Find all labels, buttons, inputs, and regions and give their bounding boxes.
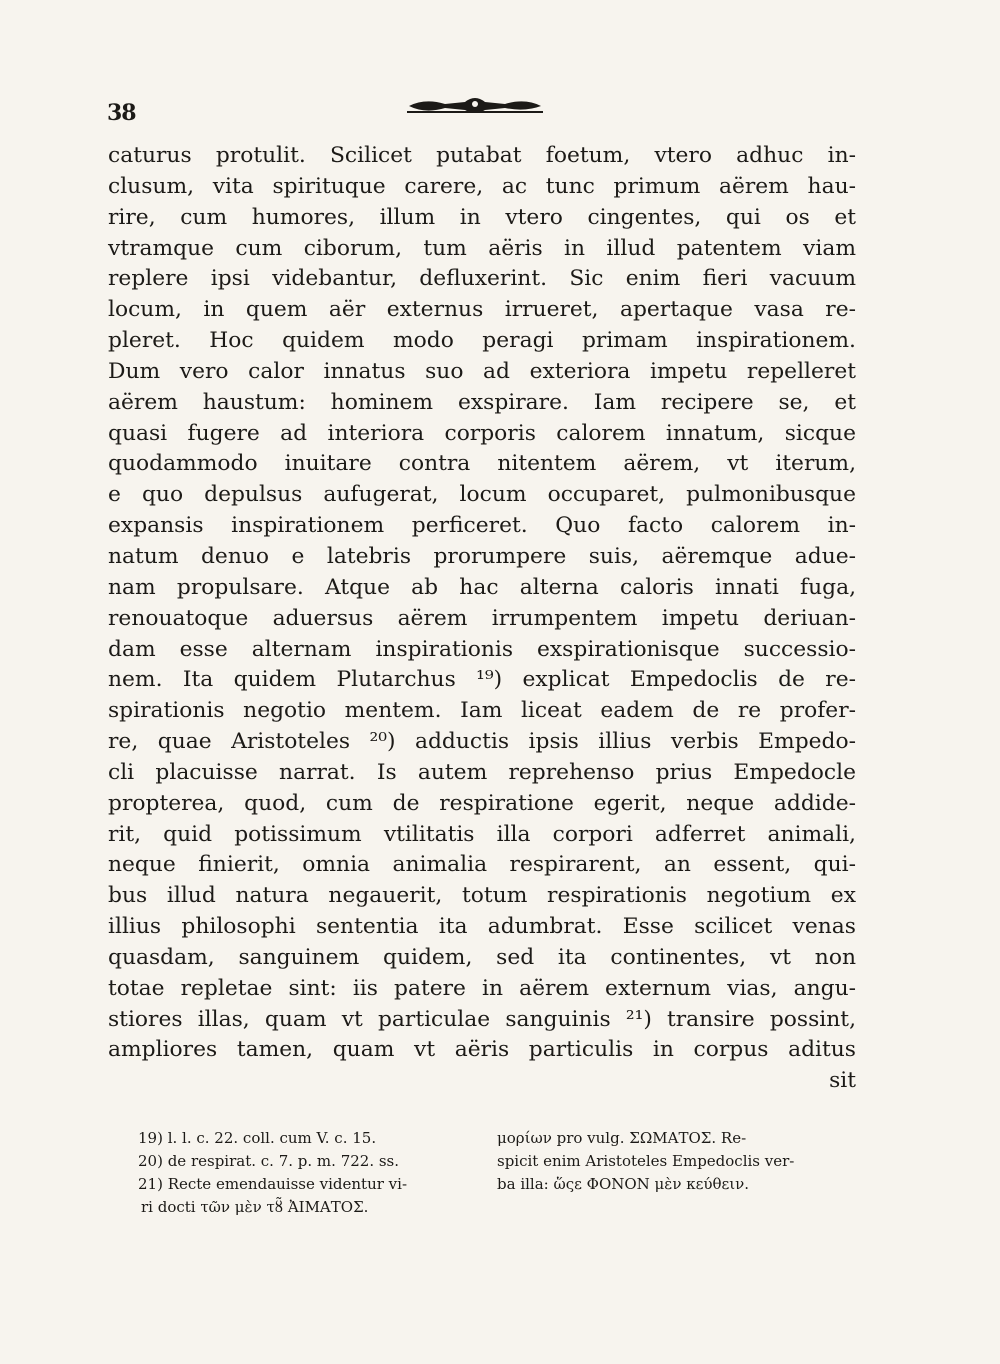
footnotes-right-column <box>497 1127 872 1196</box>
text-line: e quo depulsus aufugerat, locum occuparet, pulmonibusque <box>108 482 856 508</box>
ornament-icon <box>405 90 545 120</box>
page-number: 38 <box>107 100 136 126</box>
text-line: nam propulsare. Atque ab hac alterna caloris innati fuga, <box>108 574 856 600</box>
text-line: expansis inspirationem perficeret. Quo facto calorem in- <box>108 513 856 539</box>
text-line: quasdam, sanguinem quidem, sed ita continentes, vt non <box>108 944 856 970</box>
footnote-line: ba illa: ὥςε ΦΟΝΟΝ μὲν κεύθειν. <box>497 1175 750 1193</box>
text-line: renouatoque aduersus aërem irrumpentem impetu deriuan- <box>108 605 856 631</box>
text-line: cli placuisse narrat. Is autem reprehenso prius Empedocle <box>108 759 856 785</box>
text-line: quasi fugere ad interiora corporis calorem innatum, sicque <box>108 420 856 446</box>
text-line: vtramque cum ciborum, tum aëris in illud patentem viam <box>108 235 856 261</box>
text-line: clusum, vita spirituque carere, ac tunc primum aërem hau- <box>108 173 856 199</box>
footnote-line: 21) Recte emendauisse videntur vi- <box>138 1175 408 1193</box>
text-line: replere ipsi videbantur, defluxerint. Sic enim fieri vacuum <box>108 266 856 292</box>
text-line: nem. Ita quidem Plutarchus ¹⁹) explicat Empedoclis de re- <box>108 667 856 693</box>
footnote-line: 19) l. l. c. 22. coll. cum V. c. 15. <box>138 1129 377 1147</box>
text-line: stiores illas, quam vt particulae sanguinis ²¹) transire possint, <box>108 1006 856 1032</box>
text-line: re, quae Aristoteles ²⁰) adductis ipsis illius verbis Empedo- <box>108 729 856 755</box>
text-line: dam esse alternam inspirationis exspirationisque successio- <box>108 636 856 662</box>
footnotes-left-column <box>138 1127 483 1219</box>
text-line: Dum vero calor innatus suo ad exteriora impetu repelleret <box>108 358 856 384</box>
footnote-line: ri docti τῶν μὲν τȣ̃ ἈΙΜΑΤΟΣ. <box>141 1198 369 1216</box>
footnote-line: μορίων pro vulg. ΣΩΜΑΤΟΣ. Re- <box>497 1129 747 1147</box>
text-line: rit, quid potissimum vtilitatis illa corpori adferret animali, <box>108 821 856 847</box>
text-line: sit <box>829 1068 856 1094</box>
text-line: bus illud natura negauerit, totum respirationis negotium ex <box>108 883 856 909</box>
text-line: propterea, quod, cum de respiratione egerit, neque addide- <box>108 790 856 816</box>
text-line: illius philosophi sententia ita adumbrat. Esse scilicet venas <box>108 914 856 940</box>
text-line: pleret. Hoc quidem modo peragi primam inspirationem. <box>108 328 856 354</box>
text-line: rire, cum humores, illum in vtero cingentes, qui os et <box>108 204 856 230</box>
footnote-line: 20) de respirat. c. 7. p. m. 722. ss. <box>138 1152 400 1170</box>
text-line: natum denuo e latebris prorumpere suis, aëremque adue- <box>108 543 856 569</box>
text-line: caturus protulit. Scilicet putabat foetum, vtero adhuc in- <box>108 143 856 168</box>
text-line: spirationis negotio mentem. Iam liceat eadem de re profer- <box>108 698 856 724</box>
text-line: ampliores tamen, quam vt aëris particulis in corpus aditus <box>108 1037 856 1063</box>
text-line: neque finierit, omnia animalia respirarent, an essent, qui- <box>108 852 856 878</box>
footnote-line: spicit enim Aristoteles Empedoclis ver- <box>497 1152 795 1170</box>
main-text <box>108 141 856 1097</box>
text-line: locum, in quem aër externus irrueret, apertaque vasa re- <box>108 297 856 323</box>
text-line: quodammodo inuitare contra nitentem aërem, vt iterum, <box>108 451 856 477</box>
text-line: totae repletae sint: iis patere in aërem externum vias, angu- <box>108 975 856 1001</box>
text-line: aërem haustum: hominem exspirare. Iam recipere se, et <box>108 389 856 415</box>
